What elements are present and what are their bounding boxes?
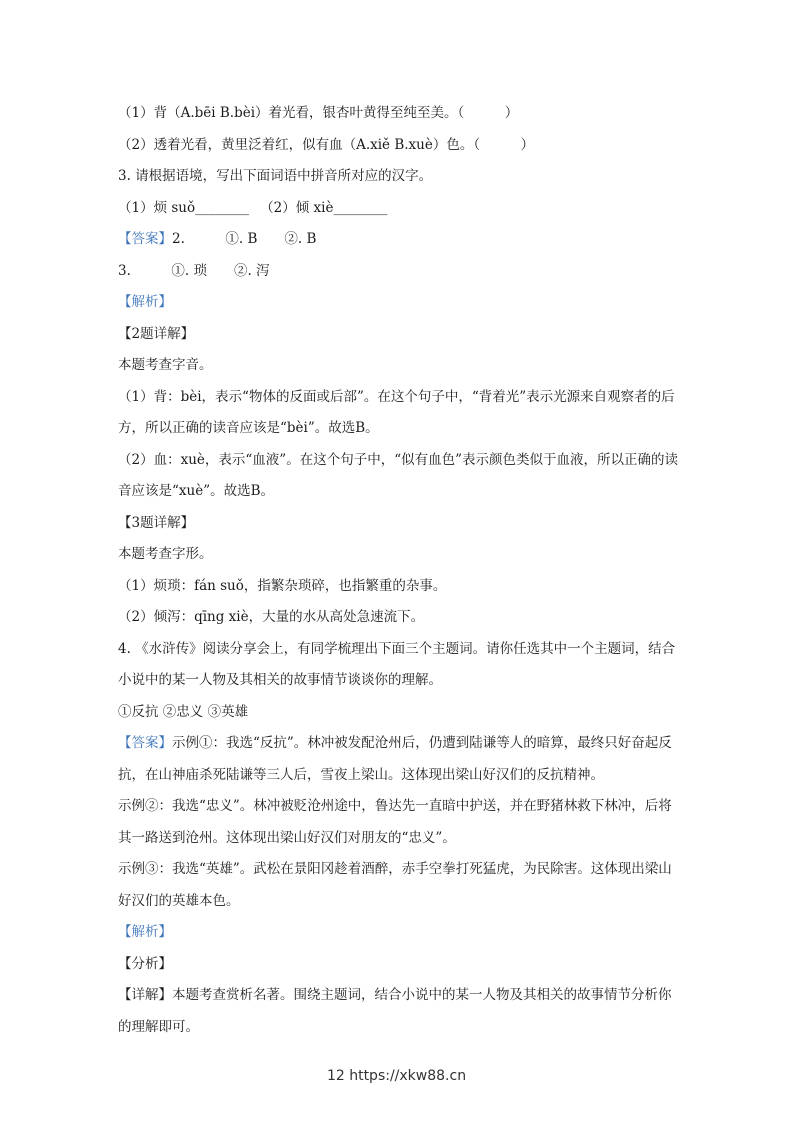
q2-intro: 本题考查字音。 xyxy=(118,357,213,373)
q4-answer-1 xyxy=(118,728,678,791)
answer-2-text: 2. ①. B ②. B xyxy=(172,231,317,247)
q4-analysis-tag: 【解析】 xyxy=(118,924,172,940)
q4-question: 4. 《水浒传》阅读分享会上，有同学梳理出下面三个主题词。请你任选其中一个主题词，结合小说中的某一人物及其相关的故事情节谈谈你的理解。 xyxy=(118,640,676,688)
answer-block-2 xyxy=(118,224,678,256)
answer-tag: 【答案】 xyxy=(118,231,172,247)
q4-answer-tag: 【答案】 xyxy=(118,735,172,751)
q4-detail-text: 本题考查赏析名著。围绕主题词，结合小说中的某一人物及其相关的故事情节分析你的理解即可。 xyxy=(118,987,672,1035)
q3-explanation-1: （1）烦琐：fán suǒ，指繁杂琐碎，也指繁重的杂事。 xyxy=(118,577,447,594)
q4-answer-2: 示例②：我选“忠义”。林冲被贬沧州途中，鲁达先一直暗中护送，并在野猪林救下林冲，后将其一路送到沧州。这体现出梁山好汉们对朋友的“忠义”。 xyxy=(118,798,672,846)
q2-item-2: （2）透着光看，黄里泛着红，似有血（A.xiě B.xuè）色。（ ） xyxy=(118,136,535,153)
q2-item-1: （1）背（A.bēi B.bèi）着光看，银杏叶黄得至纯至美。（ ） xyxy=(118,105,519,121)
q3-intro: 本题考查字形。 xyxy=(118,546,213,562)
document-body xyxy=(118,98,678,1043)
q4-detail xyxy=(118,980,678,1043)
q2-explanation-1: （1）背：bèi，表示“物体的反面或后部”。在这个句子中，“背着光”表示光源来自观察者的后方，所以正确的读音应该是“bèi”。故选B。 xyxy=(118,388,675,436)
q3-explanation-2: （2）倾泻：qīng xiè，大量的水从高处急速流下。 xyxy=(118,609,425,625)
page-footer: 12 https://xkw88.cn xyxy=(326,1068,467,1084)
q4-answer-1-text: 示例①：我选“反抗”。林冲被发配沧州后，仍遭到陆谦等人的暗算，最终只好奋起反抗，在山神庙杀死陆谦等三人后，雪夜上梁山。这体现出梁山好汉们的反抗精神。 xyxy=(118,735,672,783)
q4-detail-tag: 【详解】 xyxy=(118,987,172,1003)
q3-question: 3. 请根据语境，写出下面词语中拼音所对应的汉字。 xyxy=(118,168,433,184)
q4-options: ①反抗 ②忠义 ③英雄 xyxy=(118,703,249,720)
q4-answer-3: 示例③：我选“英雄”。武松在景阳冈趁着酒醉，赤手空拳打死猛虎，为民除害。这体现出梁山好汉们的英雄本色。 xyxy=(118,861,672,909)
q2-explanation-2: （2）血：xuè，表示“血液”。在这个句子中，“似有血色”表示颜色类似于血液，所以正确的读音应该是“xuè”。故选B。 xyxy=(118,451,678,499)
answer-3-text: 3. ①. 琐 ②. 泻 xyxy=(118,262,270,279)
q4-fenxi: 【分析】 xyxy=(118,955,172,972)
q2-heading: 【2题详解】 xyxy=(118,325,195,342)
analysis-tag: 【解析】 xyxy=(118,294,172,310)
q3-items: （1）烦 suǒ________ （2）倾 xiè________ xyxy=(118,199,388,216)
q3-heading: 【3题详解】 xyxy=(118,514,195,531)
